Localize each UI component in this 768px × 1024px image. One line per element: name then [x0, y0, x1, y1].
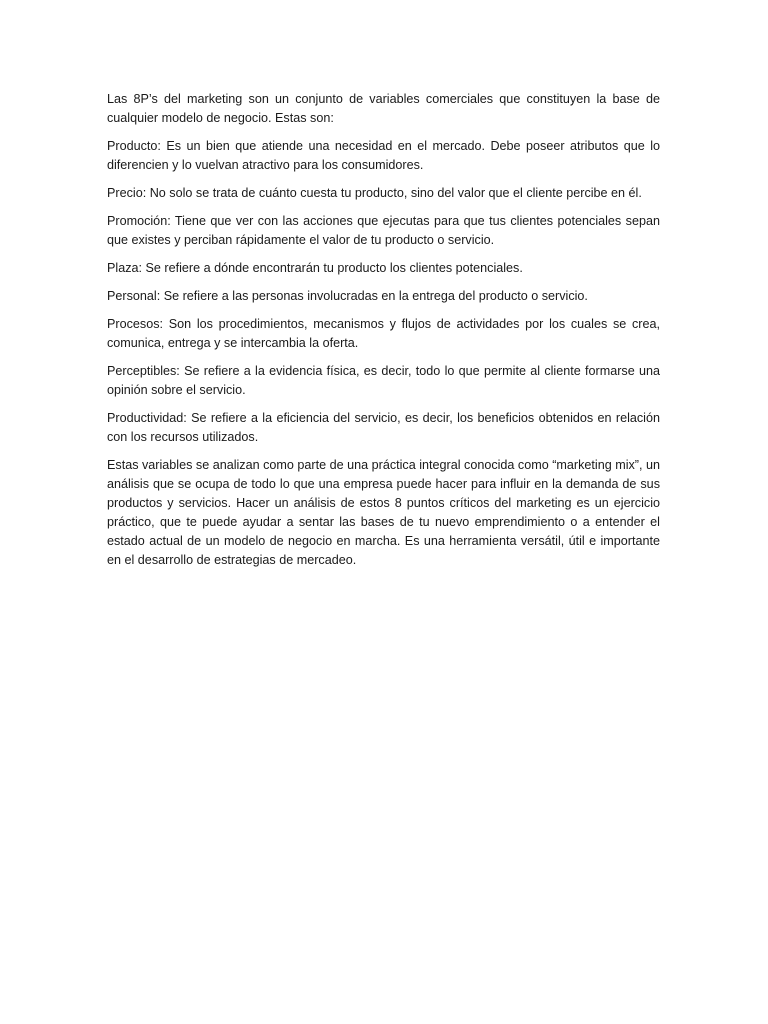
procesos-paragraph: Procesos: Son los procedimientos, mecanismos y flujos de actividades por los cuales se crea, comunica, entrega y se intercambia la oferta. — [107, 317, 660, 350]
promocion-paragraph: Promoción: Tiene que ver con las acciones que ejecutas para que tus clientes potenciales sepan que existes y perciban rápidamente el valor de tu producto o servicio. — [107, 214, 660, 247]
intro-paragraph: Las 8P’s del marketing son un conjunto de variables comerciales que constituyen la base de cualquier modelo de negocio. Estas son: — [107, 92, 660, 125]
precio-paragraph: Precio: No solo se trata de cuánto cuesta tu producto, sino del valor que el cliente percibe en él. — [107, 186, 642, 200]
personal-paragraph: Personal: Se refiere a las personas involucradas en la entrega del producto o servicio. — [107, 289, 588, 303]
perceptibles-paragraph: Perceptibles: Se refiere a la evidencia física, es decir, todo lo que permite al cliente formarse una opinión sobre el servicio. — [107, 364, 660, 397]
producto-paragraph: Producto: Es un bien que atiende una necesidad en el mercado. Debe poseer atributos que lo diferencien y lo vuelvan atractivo para los consumidores. — [107, 139, 660, 172]
productividad-paragraph: Productividad: Se refiere a la eficiencia del servicio, es decir, los beneficios obtenidos en relación con los recursos utilizados. — [107, 411, 660, 444]
document-body — [107, 90, 660, 579]
plaza-paragraph: Plaza: Se refiere a dónde encontrarán tu producto los clientes potenciales. — [107, 261, 523, 275]
conclusion-paragraph: Estas variables se analizan como parte de una práctica integral conocida como “marketing mix”, un análisis que se ocupa de todo lo que una empresa puede hacer para influir en la demanda de sus productos y servicios. Hacer un análisis de estos 8 puntos críticos del marketing es un ejercicio práctico, que te puede ayudar a sentar las bases de tu nuevo emprendimiento o a entender el estado actual de un modelo de negocio en marcha. Es una herramienta versátil, útil e importante en el desarrollo de estrategias de mercadeo. — [107, 458, 660, 567]
